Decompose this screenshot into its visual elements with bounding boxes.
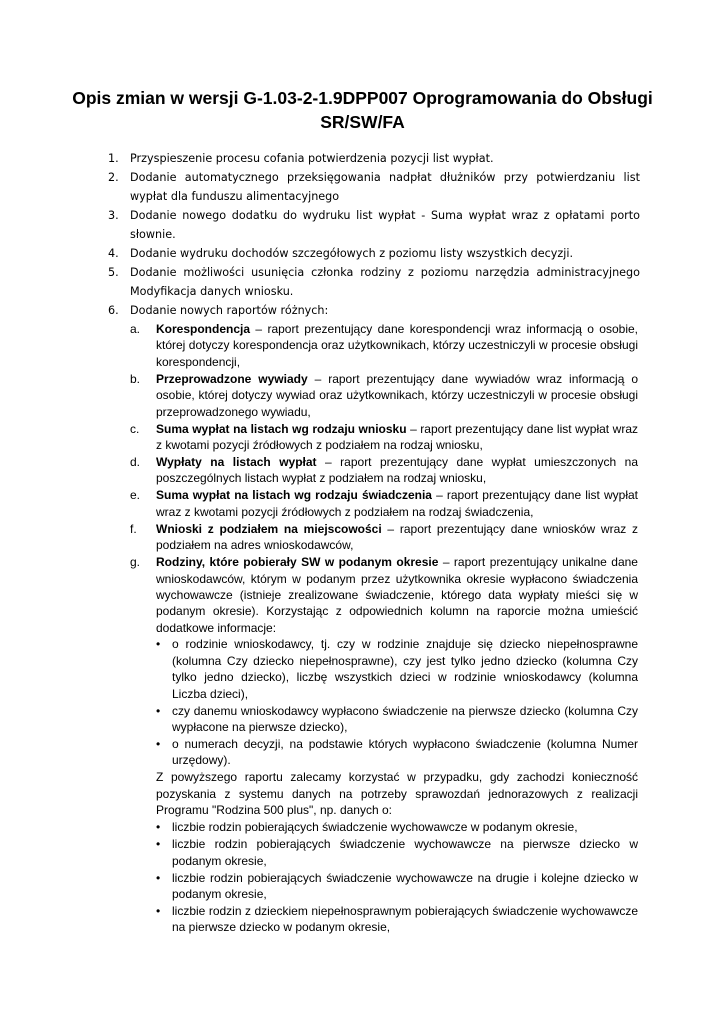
report-text (156, 521, 638, 554)
report-text (156, 454, 638, 487)
report-letter: a. (130, 322, 141, 336)
report-text (156, 421, 638, 454)
report-letter: f. (130, 521, 137, 536)
bullet-item (0, 903, 725, 936)
report-desc: – raport prezentujący dane list wypłat wraz z kwotami pozycji źródłowych z podziałem na rodzaj wniosku, (156, 421, 639, 453)
bullet-icon: • (156, 837, 161, 852)
bullet-item (0, 870, 725, 903)
report-item (0, 454, 725, 487)
bullet-icon: • (156, 736, 161, 751)
report-desc: – raport prezentujący dane korespondencji wraz informacją o osobie, której dotyczy korespondencja oraz użytkownikach, którzy uczestniczyli w procesie obsługi korespondencji, (156, 322, 638, 369)
bullet-text: liczbie rodzin pobierających świadczenie wychowawcze na drugie i kolejne dziecko w podanym okresie, (172, 870, 638, 901)
bullet-text: liczbie rodzin pobierających świadczenie wychowawcze w podanym okresie, (172, 820, 578, 835)
item-number: 5. (108, 266, 119, 279)
changes-list (0, 149, 725, 936)
report-desc: – raport prezentujący dane list wypłat wraz z kwotami pozycji źródłowych z podziałem na rodzaj świadczenia, (156, 488, 638, 519)
bullet-text: czy danemu wnioskodawcy wypłacono świadczenie na pierwsze dziecko (kolumna Czy wypłacone na pierwsze dziecko), (172, 703, 638, 734)
report-item (0, 421, 725, 454)
report-letter: b. (130, 371, 141, 386)
item-text: Dodanie automatycznego przeksięgowania nadpłat dłużników przy potwierdzaniu list wypłat dla funduszu alimentacyjnego (130, 171, 640, 203)
report-name: Suma wypłat na listach wg rodzaju wniosku (156, 421, 407, 436)
bullet-text: o numerach decyzji, na podstawie których wypłacono świadczenie (kolumna Numer urzędowy). (172, 736, 638, 768)
item-number: 4. (108, 247, 119, 260)
bullet-icon: • (156, 903, 161, 918)
report-name: Rodziny, które pobierały SW w podanym okresie (156, 555, 439, 570)
report-desc: – raport prezentujący dane wniosków wraz z podziałem na adres wnioskodawców, (156, 521, 638, 553)
bullet-icon: • (156, 870, 161, 885)
bullet-item (0, 819, 725, 835)
report-text (156, 554, 638, 636)
list-item (0, 244, 725, 263)
report-item (0, 321, 725, 370)
report-name: Wypłaty na listach wypłat (156, 455, 317, 470)
bullet-item (0, 636, 725, 702)
report-item (0, 487, 725, 520)
report-text (156, 487, 638, 520)
report-name: Przeprowadzone wywiady (156, 371, 308, 386)
item-text: Dodanie nowych raportów różnych: (130, 304, 329, 317)
item-text: Dodanie możliwości usunięcia członka rodziny z poziomu narzędzia administracyjnego Modyfikacja danych wniosku. (130, 266, 640, 298)
list-item (0, 149, 725, 168)
bullet-item (0, 703, 725, 736)
item-number: 3. (108, 209, 119, 222)
list-item (0, 168, 725, 206)
report-desc: – raport prezentujący dane wypłat umieszczonych na poszczególnych listach wypłat z podziałem na rodzaj wniosku, (156, 455, 638, 486)
bullet-icon: • (156, 703, 161, 718)
item-number: 1. (108, 152, 119, 165)
item-text: Przyspieszenie procesu cofania potwierdzenia pozycji list wypłat. (130, 152, 494, 165)
report-text (156, 371, 638, 420)
report-letter: d. (130, 455, 141, 470)
recommendation-paragraph: Z powyższego raportu zalecamy korzystać w przypadku, gdy zachodzi konieczność pozyskania z systemu danych na potrzeby sprawozdań jednorazowych z realizacji Programu "Rodzina 500 plus", np. danych o: (156, 770, 638, 818)
reports-list (0, 321, 725, 936)
report-name: Korespondencja (156, 322, 251, 336)
list-item (0, 301, 725, 936)
item-text: Dodanie nowego dodatku do wydruku list wypłat - Suma wypłat wraz z opłatami porto słownie. (130, 209, 640, 241)
bullet-item (0, 736, 725, 769)
bullet-text: liczbie rodzin z dzieckiem niepełnosprawnym pobierających świadczenie wychowawcze na pierwsze dziecko w podanym okresie, (172, 903, 638, 935)
report-desc: – raport prezentujący unikalne dane wnioskodawców, którym w podanym przez użytkownika okresie wypłacono świadczenia wychowawcze (istnieje zrealizowane świadczenie, którego data wypłaty mieści się w podanym okresie). Korzystając z odpowiednich kolumn na raporcie można umieścić dodatkowe informacje: (156, 555, 638, 635)
report-letter: c. (130, 421, 140, 436)
bullet-icon: • (156, 820, 161, 835)
item-number: 2. (108, 171, 119, 184)
bullet-item (0, 836, 725, 869)
page-title: Opis zmian w wersji G-1.03-2-1.9DPP007 Oprogramowania do Obsługi SR/SW/FA (72, 88, 653, 132)
bullet-text: liczbie rodzin pobierających świadczenie wychowawcze na pierwsze dziecko w podanym okresie, (172, 837, 638, 868)
report-text (156, 321, 638, 370)
report-item (0, 521, 725, 554)
info-bullet-list (0, 636, 725, 768)
item-text: Dodanie wydruku dochodów szczegółowych z poziomu listy wszystkich decyzji. (130, 247, 574, 260)
report-desc: – raport prezentujący dane wywiadów wraz informacją o osobie, której dotyczy wywiad oraz użytkownikach, którzy uczestniczyli w procesie obsługi przeprowadzonego wywiadu, (156, 371, 638, 419)
list-item (0, 206, 725, 244)
data-bullet-list (0, 819, 725, 936)
report-letter: g. (130, 555, 141, 570)
bullet-icon: • (156, 637, 161, 652)
report-item (0, 554, 725, 936)
report-name: Wnioski z podziałem na miejscowości (156, 521, 382, 536)
list-item (0, 263, 725, 301)
item-number: 6. (108, 304, 119, 317)
report-item (0, 371, 725, 420)
bullet-text: o rodzinie wnioskodawcy, tj. czy w rodzinie znajduje się dziecko niepełnosprawne (kolumna Czy dziecko niepełnosprawne), czy jest tylko jedno dziecko (kolumna Czy tylko jedno dziecko), liczbę wszystkich dzieci w rodzinie wnioskodawcy (kolumna Liczba dzieci), (172, 637, 638, 701)
report-letter: e. (130, 488, 141, 503)
report-name: Suma wypłat na listach wg rodzaju świadczenia (156, 488, 432, 503)
